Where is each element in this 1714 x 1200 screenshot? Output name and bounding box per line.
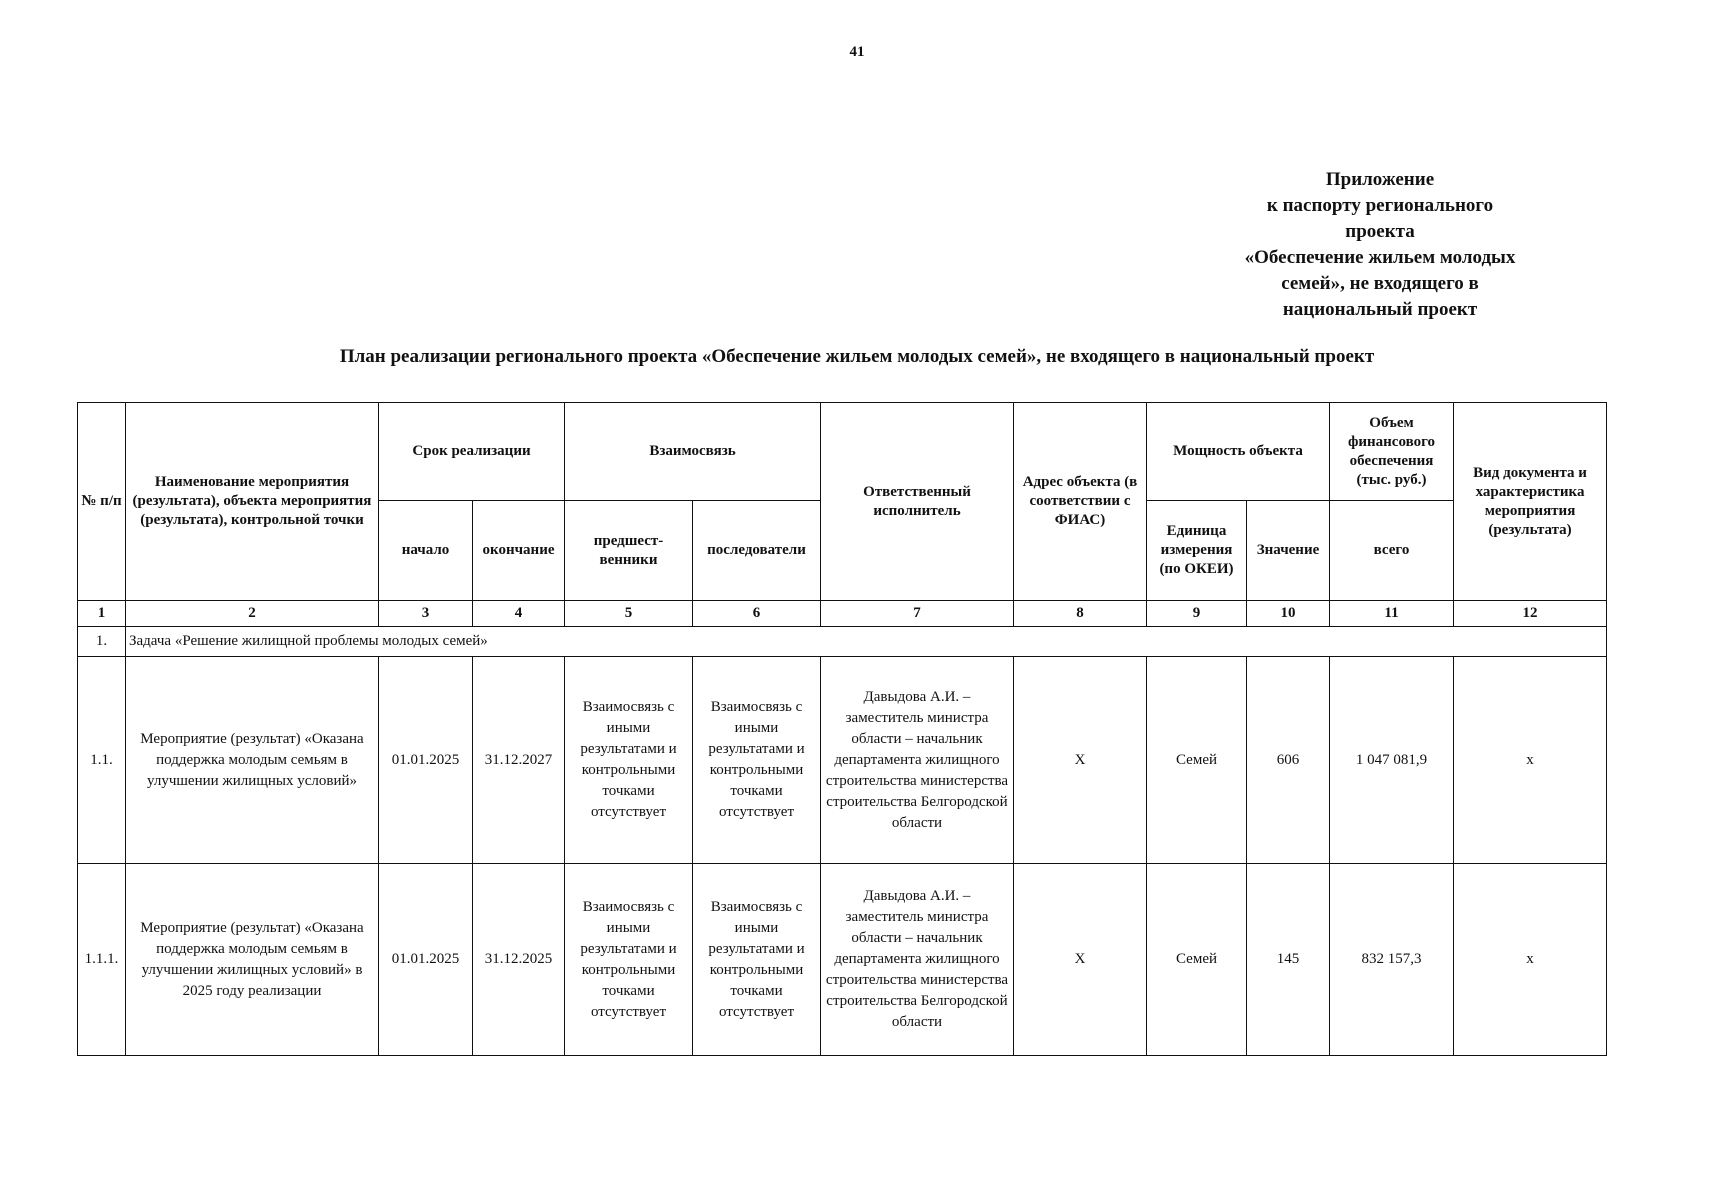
row-end: 31.12.2025 <box>473 864 565 1056</box>
header-link-pred: предшест-венники <box>565 501 693 601</box>
plan-title: План реализации регионального проекта «Обеспечение жильем молодых семей», не входящего в национальный проект <box>339 346 1375 367</box>
table-row <box>78 657 1607 864</box>
row-responsible <box>821 864 1014 1056</box>
row-end: 31.12.2027 <box>473 657 565 864</box>
header-doc-type: Вид документа и характеристика мероприятия (результата) <box>1454 403 1607 601</box>
header-capacity-unit: Единица измерения (по ОКЕИ) <box>1147 501 1247 601</box>
row-address: Х <box>1014 864 1147 1056</box>
plan-table <box>77 402 1607 1056</box>
header-address: Адрес объекта (в соответствии с ФИАС) <box>1014 403 1147 601</box>
header-name: Наименование мероприятия (результата), объекта мероприятия (результата), контрольной точки <box>126 403 379 601</box>
row-unit: Семей <box>1147 864 1247 1056</box>
column-number: 1 <box>78 601 126 627</box>
row-number: 1.1. <box>78 657 126 864</box>
column-number: 10 <box>1247 601 1330 627</box>
row-doc: х <box>1454 657 1607 864</box>
header-finance: Объем финансового обеспечения (тыс. руб.) <box>1330 403 1454 501</box>
row-name: Мероприятие (результат) «Оказана поддержка молодым семьям в улучшении жилищных условий» <box>126 657 379 864</box>
header-finance-total: всего <box>1330 501 1454 601</box>
row-start: 01.01.2025 <box>379 657 473 864</box>
header-link-succ: последователи <box>693 501 821 601</box>
column-number: 12 <box>1454 601 1607 627</box>
row-value: 145 <box>1247 864 1330 1056</box>
column-number: 8 <box>1014 601 1147 627</box>
column-number: 2 <box>126 601 379 627</box>
task-text: Задача «Решение жилищной проблемы молодых семей» <box>126 627 1607 657</box>
header-num: № п/п <box>78 403 126 601</box>
table-row <box>78 864 1607 1056</box>
task-row <box>78 627 1607 657</box>
row-value: 606 <box>1247 657 1330 864</box>
header-link: Взаимосвязь <box>565 403 821 501</box>
column-number: 11 <box>1330 601 1454 627</box>
column-number-row <box>78 601 1607 627</box>
column-number: 6 <box>693 601 821 627</box>
row-predecessors: Взаимосвязь с иными результатами и контрольными точками отсутствует <box>565 864 693 1056</box>
row-finance: 1 047 081,9 <box>1330 657 1454 864</box>
row-name: Мероприятие (результат) «Оказана поддержка молодым семьям в улучшении жилищных условий» в 2025 году реализации <box>126 864 379 1056</box>
row-predecessors: Взаимосвязь с иными результатами и контрольными точками отсутствует <box>565 657 693 864</box>
responsible-position: заместитель министра области – начальник департамента жилищного строительства министерства строительства Белгородской области <box>825 909 1009 1030</box>
appendix-line: национальный проект <box>1282 299 1478 320</box>
row-responsible <box>821 657 1014 864</box>
header-term: Срок реализации <box>379 403 565 501</box>
header-capacity: Мощность объекта <box>1147 403 1330 501</box>
appendix-line: «Обеспечение жильем молодых <box>1244 247 1516 268</box>
row-unit: Семей <box>1147 657 1247 864</box>
header-term-end: окончание <box>473 501 565 601</box>
row-start: 01.01.2025 <box>379 864 473 1056</box>
column-number: 5 <box>565 601 693 627</box>
column-number: 9 <box>1147 601 1247 627</box>
header-term-start: начало <box>379 501 473 601</box>
column-number: 3 <box>379 601 473 627</box>
row-finance: 832 157,3 <box>1330 864 1454 1056</box>
responsible-name: Давыдова А.И. – <box>863 688 971 705</box>
appendix-heading <box>1230 167 1530 323</box>
header-row-top <box>78 403 1607 501</box>
page-number: 41 <box>849 44 865 60</box>
header-capacity-value: Значение <box>1247 501 1330 601</box>
appendix-line: Приложение <box>1325 169 1435 190</box>
header-responsible: Ответственный исполнитель <box>821 403 1014 601</box>
column-number: 4 <box>473 601 565 627</box>
row-number: 1.1.1. <box>78 864 126 1056</box>
column-number: 7 <box>821 601 1014 627</box>
row-successors: Взаимосвязь с иными результатами и контрольными точками отсутствует <box>693 657 821 864</box>
row-doc: х <box>1454 864 1607 1056</box>
responsible-name: Давыдова А.И. – <box>863 888 971 904</box>
appendix-line: к паспорту регионального проекта <box>1266 195 1494 242</box>
task-number: 1. <box>78 627 126 657</box>
row-successors: Взаимосвязь с иными результатами и контрольными точками отсутствует <box>693 864 821 1056</box>
row-address: Х <box>1014 657 1147 864</box>
appendix-line: семей», не входящего в <box>1281 273 1479 294</box>
responsible-position: заместитель министра области – начальник департамента жилищного строительства министерства строительства Белгородской области <box>825 709 1009 831</box>
